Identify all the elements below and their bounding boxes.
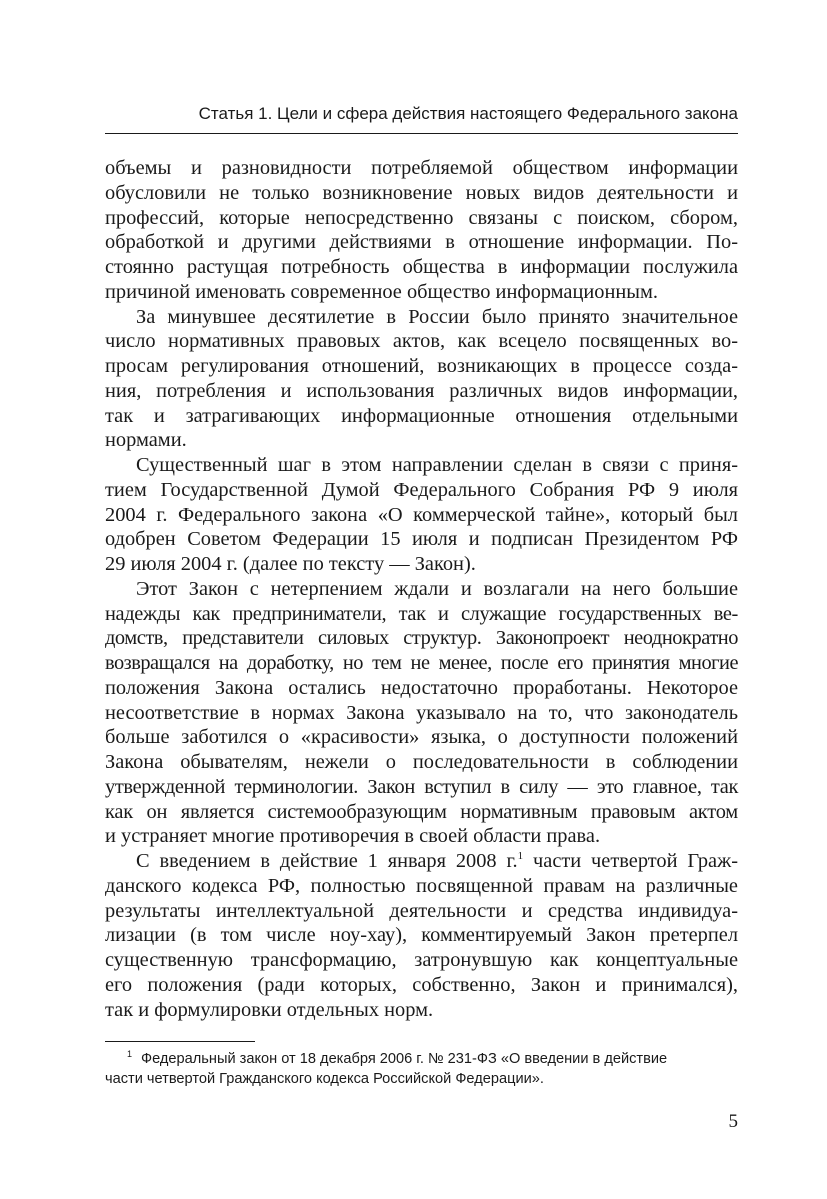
- text-line: как он является системообразующим нормативным правовым актом: [105, 800, 738, 823]
- text-line: надежды как предприниматели, так и служащие государственных ве-: [105, 602, 738, 625]
- body-text: [105, 156, 738, 1022]
- text-line: одобрен Советом Федерации 15 июля и подписан Президентом РФ: [105, 528, 738, 551]
- text-line: больше заботился о «красивости» языка, о доступности положений: [105, 726, 738, 749]
- text-line: обработкой и другими действиями в отношение информации. По-: [105, 231, 738, 254]
- paragraph-2: [105, 305, 738, 454]
- paragraph-4: [105, 577, 738, 849]
- header-divider: [105, 133, 738, 134]
- text-line: 2004 г. Федерального закона «О коммерческой тайне», который был: [105, 503, 738, 526]
- text-line: существенную трансформацию, затронувшую как концептуальные: [105, 949, 738, 971]
- text-line: утвержденной терминологии. Закон вступил в силу — это главное, так: [105, 775, 738, 798]
- text-line: результаты интеллектуальной деятельности и средства индивидуа-: [105, 899, 738, 922]
- footnote: [105, 1049, 738, 1089]
- text-line: Существенный шаг в этом направлении сделан в связи с приня-: [136, 454, 738, 476]
- text-line: профессий, которые непосредственно связаны с поиском, сбором,: [105, 206, 738, 229]
- text-line: так и формулировки отдельных норм.: [105, 998, 434, 1021]
- text-fragment: части четвертой Граж-: [523, 850, 738, 872]
- footnote-marker: 1: [127, 1049, 133, 1059]
- text-line: домств, представители силовых структур. Законопроект неоднократно: [105, 627, 738, 650]
- footnote-reference[interactable]: 1: [517, 850, 524, 862]
- footnote-text: Федеральный закон от 18 декабря 2006 г. № 231-ФЗ «О введении в действие: [141, 1051, 668, 1067]
- text-line: положения Закона остались недостаточно проработаны. Некоторое: [105, 676, 738, 699]
- text-line: данского кодекса РФ, полностью посвященной правам на различные: [105, 874, 738, 897]
- paragraph-5: [105, 849, 738, 1022]
- text-line: лизации (в том числе ноу-хау), комментируемый Закон претерпел: [105, 924, 738, 947]
- text-line: число нормативных правовых актов, как всецело посвященных во-: [105, 330, 738, 353]
- paragraph-3: [105, 453, 738, 577]
- text-line: [105, 849, 738, 874]
- text-line: возвращался на доработку, но тем не менее, после его принятия многие: [105, 652, 738, 674]
- text-line: так и затрагивающих информационные отношения отдельными: [105, 404, 738, 427]
- text-line: нормами.: [105, 429, 187, 452]
- page-number: 5: [728, 1111, 738, 1132]
- footnote-divider: [105, 1041, 255, 1042]
- running-head-title: Статья 1. Цели и сфера действия настоящего Федерального закона: [198, 104, 738, 123]
- footnote-line: [105, 1049, 738, 1069]
- text-fragment: С введением в действие 1 января 2008 г.: [136, 850, 518, 872]
- text-line: объемы и разновидности потребляемой обществом информации: [105, 157, 738, 179]
- text-line: его положения (ради которых, собственно, Закон и принимался),: [105, 973, 738, 996]
- text-line: стоянно растущая потребность общества в информации послужила: [105, 256, 738, 278]
- text-line: ния, потребления и использования различных видов информации,: [105, 379, 738, 402]
- text-line: Этот Закон с нетерпением ждали и возлагали на него большие: [136, 577, 738, 600]
- paragraph-1: [105, 156, 738, 305]
- text-line: и устраняет многие противоречия в своей области права.: [105, 825, 601, 848]
- text-line: Закона обывателям, нежели о последовательности в соблюдении: [105, 751, 738, 773]
- text-line: просам регулирования отношений, возникающих в процессе созда-: [105, 355, 738, 377]
- text-line: За минувшее десятилетие в России было принято значительное: [136, 305, 738, 328]
- text-line: причиной именовать современное общество информационным.: [105, 280, 659, 303]
- text-line: обусловили не только возникновение новых видов деятельности и: [105, 181, 738, 204]
- text-line: несоответствие в нормах Закона указывало на то, что законодатель: [105, 701, 738, 724]
- text-line: тием Государственной Думой Федерального Собрания РФ 9 июля: [105, 478, 738, 501]
- text-line: 29 июля 2004 г. (далее по тексту — Закон).: [105, 553, 476, 575]
- footnote-line: части четвертой Гражданского кодекса Российской Федерации».: [105, 1071, 544, 1087]
